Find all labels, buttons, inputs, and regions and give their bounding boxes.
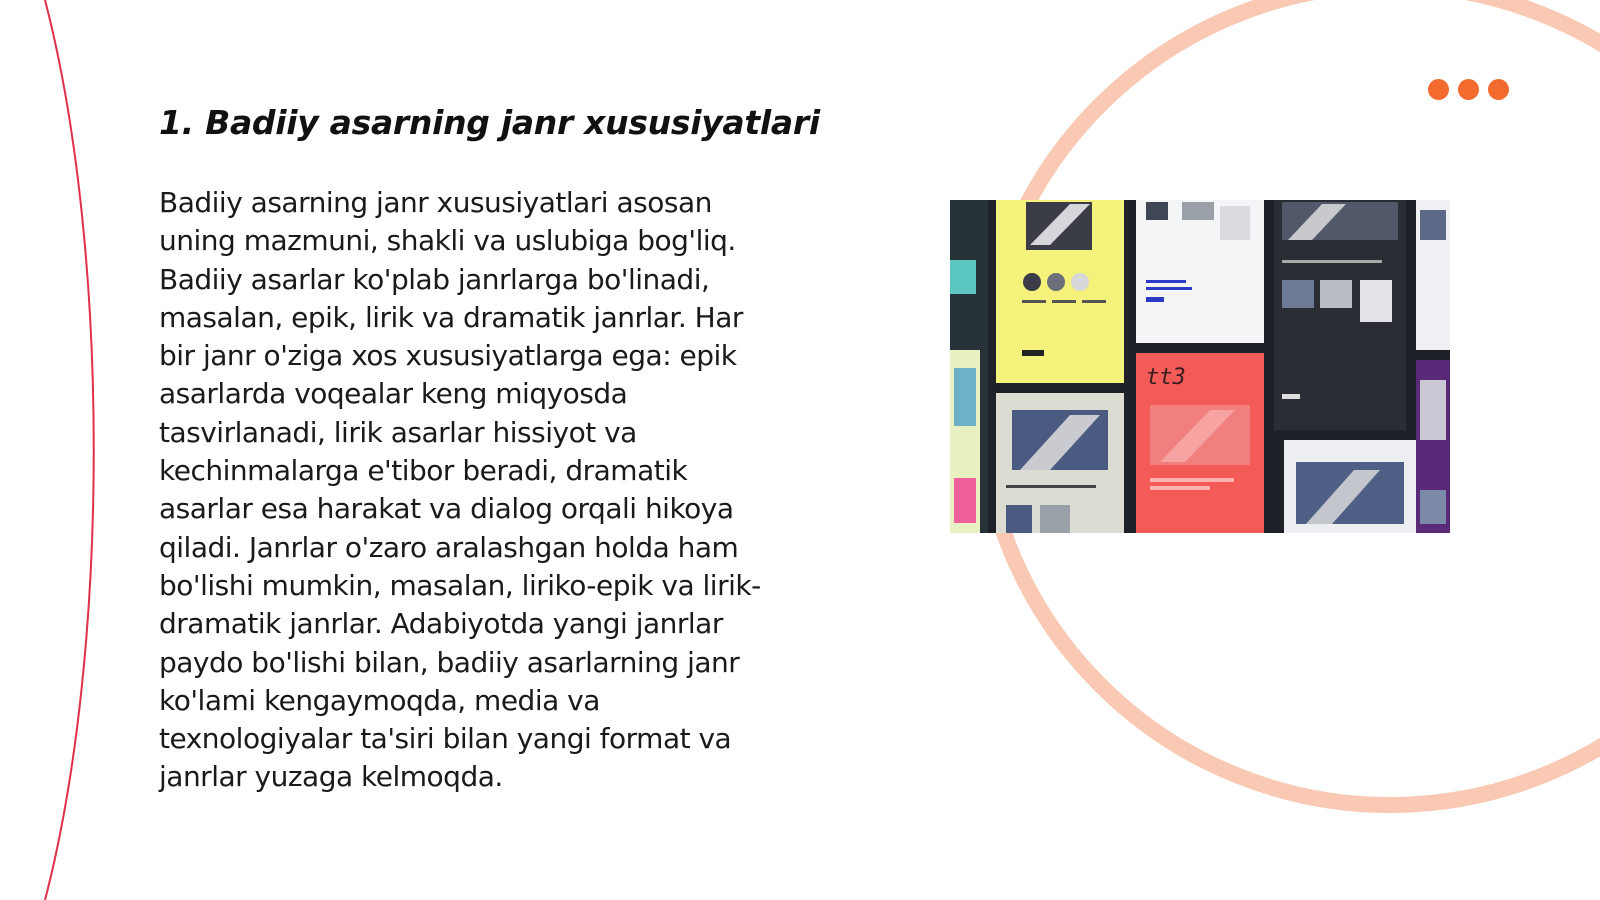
body-line: asarlar esa harakat va dialog orqali hikoya — [159, 492, 734, 526]
body-line: qiladi. Janrlar o'zaro aralashgan holda ham — [159, 530, 739, 564]
slide-title: 1. Badiiy asarning janr xususiyatlari — [159, 103, 820, 142]
body-line: kechinmalarga e'tibor beradi, dramatik — [159, 454, 688, 488]
left-curve-line — [45, 0, 94, 900]
orange-dot-icon — [1458, 79, 1479, 100]
body-line: paydo bo'lishi bilan, badiiy asarlarning janr — [159, 645, 740, 679]
body-line: bo'lishi mumkin, masalan, liriko-epik va lirik- — [159, 568, 761, 602]
decorative-dots — [1428, 79, 1512, 101]
body-line: Badiiy asarning janr xususiyatlari asosan — [159, 186, 712, 219]
body-line: uning mazmuni, shakli va uslubiga bog'liq. — [159, 224, 736, 258]
body-line: dramatik janrlar. Adabiyotda yangi janrlar — [159, 607, 723, 641]
body-line: ko'lami kengaymoqda, media va — [159, 683, 600, 717]
body-line: Badiiy asarlar ko'plab janrlarga bo'linadi, — [159, 262, 710, 296]
body-line: tasvirlanadi, lirik asarlar hissiyot va — [159, 415, 637, 449]
orange-dot-icon — [1428, 79, 1449, 100]
body-line: masalan, epik, lirik va dramatik janrlar. Har — [159, 300, 743, 334]
design-collage-image — [950, 200, 1450, 533]
poster-text: tt3 — [1146, 365, 1186, 390]
body-line: janrlar yuzaga kelmoqda. — [159, 760, 503, 794]
design-collage-graphic — [950, 200, 1450, 533]
body-line: asarlarda voqealar keng miqyosda — [159, 377, 628, 411]
orange-dot-icon — [1488, 79, 1509, 100]
slide-body-text — [159, 184, 819, 797]
body-line: bir janr o'ziga xos xususiyatlarga ega: epik — [159, 339, 737, 373]
body-line: texnologiyalar ta'siri bilan yangi format va — [159, 722, 732, 756]
